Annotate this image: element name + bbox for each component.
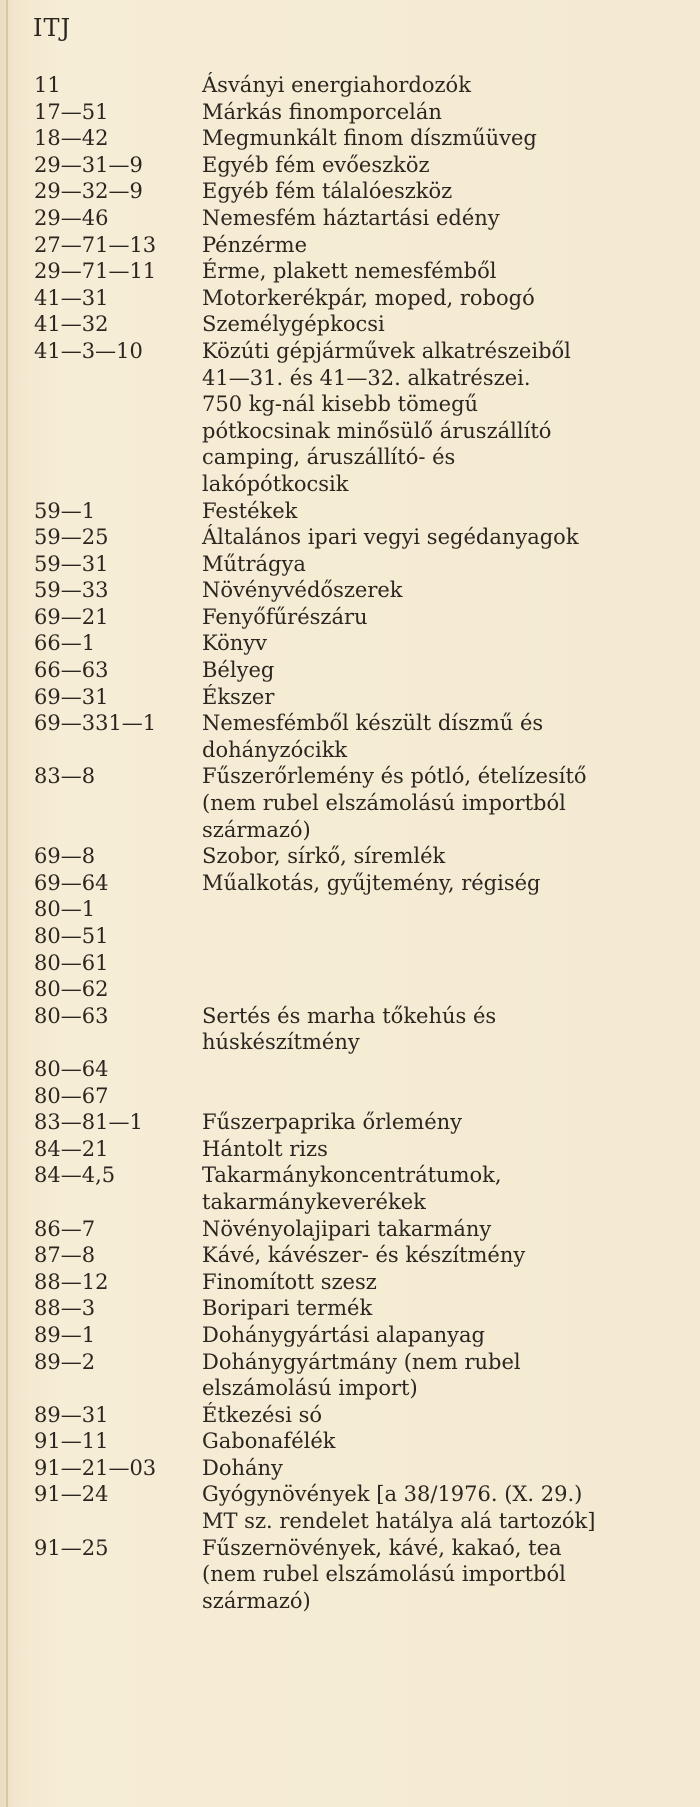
list-item (34, 1455, 694, 1482)
list-item (34, 923, 694, 950)
entry-code: 91—11 (34, 1429, 109, 1454)
description-line: Fűszernövények, kávé, kakaó, tea (202, 1535, 562, 1560)
entry-code: 59—33 (34, 578, 109, 603)
description-line: származó) (202, 1588, 311, 1613)
entry-code: 80—62 (34, 977, 109, 1002)
list-item (34, 1322, 694, 1349)
description-line (202, 1083, 694, 1110)
description-line: camping, áruszállító- és (202, 445, 456, 470)
list-item (34, 311, 694, 338)
description-line: Közúti gépjárművek alkatrészeiből (202, 338, 571, 363)
entry-description (202, 896, 694, 923)
entry-code: 91—21—03 (34, 1455, 157, 1480)
page-header: ITJ (33, 14, 72, 42)
entry-description (202, 870, 694, 897)
entry-description (202, 843, 694, 870)
list-item (34, 657, 694, 684)
entry-code: 89—2 (34, 1349, 96, 1374)
description-line: Pénzérme (202, 232, 308, 257)
description-line (202, 950, 694, 977)
entry-description (202, 1402, 694, 1429)
description-line: Személygépkocsi (202, 312, 385, 337)
entry-code: 83—81—1 (34, 1110, 143, 1135)
entry-description (202, 1295, 694, 1322)
entry-description (202, 1136, 694, 1163)
description-line: Könyv (202, 631, 268, 656)
entry-description (202, 524, 694, 551)
entry-code: 18—42 (34, 126, 109, 151)
list-item (34, 684, 694, 711)
description-line: Növényolajipari takarmány (202, 1216, 492, 1241)
entry-code: 17—51 (34, 99, 109, 124)
entry-description (202, 1242, 694, 1269)
entry-code: 91—24 (34, 1482, 109, 1507)
list-item (34, 843, 694, 870)
entry-description (202, 1003, 694, 1056)
description-line (202, 976, 694, 1003)
list-item (34, 1269, 694, 1296)
description-line: Márkás finomporcelán (202, 99, 442, 124)
list-item (34, 178, 694, 205)
entry-description (202, 950, 694, 977)
description-line: húskészítmény (202, 1030, 360, 1055)
entry-description (202, 258, 694, 285)
description-line: Fűszerőrlemény és pótló, ételízesítő (202, 764, 587, 789)
description-line: dohányzócikk (202, 737, 348, 762)
list-item (34, 125, 694, 152)
entry-description (202, 1455, 694, 1482)
entry-code: 86—7 (34, 1216, 96, 1241)
description-line: Fenyőfűrészáru (202, 604, 368, 629)
description-line: Festékek (202, 498, 298, 523)
entry-code: 87—8 (34, 1243, 96, 1268)
list-item (34, 763, 694, 843)
entry-description (202, 710, 694, 763)
entry-description (202, 604, 694, 631)
list-item (34, 524, 694, 551)
entry-code: 69—31 (34, 684, 109, 709)
description-line: Nemesfémből készült díszmű és (202, 711, 544, 736)
entry-code: 59—1 (34, 498, 96, 523)
list-item (34, 950, 694, 977)
entry-code: 66—63 (34, 658, 109, 683)
description-line (202, 896, 694, 923)
entry-code: 69—8 (34, 844, 96, 869)
list-item (34, 551, 694, 578)
description-line: takarmánykeverékek (202, 1189, 426, 1214)
entry-code: 29—32—9 (34, 179, 143, 204)
entry-description (202, 498, 694, 525)
list-item (34, 205, 694, 232)
list-item (34, 710, 694, 763)
description-line: Ásványi energiahordozók (202, 73, 471, 97)
entry-code: 80—51 (34, 924, 109, 948)
entry-code: 80—67 (34, 1083, 109, 1108)
description-line: Műtrágya (202, 551, 306, 576)
description-line: Dohány (202, 1455, 283, 1480)
entry-description (202, 1216, 694, 1243)
entry-description (202, 1428, 694, 1455)
description-line: Nemesfém háztartási edény (202, 205, 500, 230)
description-line: származó) (202, 817, 311, 842)
entry-code: 27—71—13 (34, 232, 157, 257)
entry-code: 29—31—9 (34, 152, 143, 177)
list-item (34, 232, 694, 259)
list-item (34, 1003, 694, 1056)
description-line (202, 1056, 694, 1083)
entry-description (202, 1109, 694, 1136)
entry-description (202, 125, 694, 152)
entry-description (202, 577, 694, 604)
entry-description (202, 1322, 694, 1349)
entry-description (202, 232, 694, 259)
entry-code: 41—32 (34, 312, 109, 337)
entry-description (202, 923, 694, 950)
entry-code: 69—64 (34, 870, 109, 895)
entry-description (202, 1056, 694, 1083)
description-line: Érme, plakett nemesfémből (202, 259, 497, 284)
list-item (34, 338, 694, 498)
description-line: Takarmánykoncentrátumok, (202, 1163, 502, 1188)
entry-description (202, 657, 694, 684)
description-line: Fűszerpaprika őrlemény (202, 1110, 463, 1135)
entry-code: 83—8 (34, 764, 96, 789)
description-line: lakópótkocsik (202, 471, 349, 496)
description-line: (nem rubel elszámolású importból (202, 1562, 566, 1587)
entry-description (202, 152, 694, 179)
entry-description (202, 205, 694, 232)
entry-code: 29—71—11 (34, 259, 157, 284)
entry-code: 91—25 (34, 1535, 109, 1560)
entry-code: 69—21 (34, 604, 109, 629)
entry-code: 80—1 (34, 897, 96, 922)
list-item (34, 1428, 694, 1455)
list-item (34, 285, 694, 312)
description-line: Műalkotás, gyűjtemény, régiség (202, 870, 541, 895)
entry-description (202, 99, 694, 126)
entry-code: 66—1 (34, 631, 96, 656)
entry-description (202, 1083, 694, 1110)
entry-description (202, 285, 694, 312)
list-item (34, 1242, 694, 1269)
description-line: Finomított szesz (202, 1269, 377, 1294)
list-item (34, 1162, 694, 1215)
list-item (34, 72, 694, 99)
entry-code: 80—64 (34, 1056, 109, 1081)
description-line: Egyéb fém tálalóeszköz (202, 179, 453, 204)
list-item (34, 1535, 694, 1615)
list-item (34, 630, 694, 657)
description-line: Étkezési só (202, 1402, 323, 1427)
entry-description (202, 976, 694, 1003)
entry-description (202, 1535, 694, 1615)
entry-code: 59—25 (34, 525, 109, 550)
entry-description (202, 311, 694, 338)
entry-description (202, 178, 694, 205)
entry-description (202, 1481, 694, 1534)
entry-code: 84—4,5 (34, 1163, 116, 1188)
entry-code: 80—63 (34, 1003, 109, 1028)
list-item (34, 1402, 694, 1429)
list-item (34, 604, 694, 631)
list-item (34, 258, 694, 285)
description-line: elszámolású import) (202, 1376, 418, 1401)
description-line: Általános ipari vegyi segédanyagok (202, 525, 579, 550)
description-line: Motorkerékpár, moped, robogó (202, 285, 535, 310)
list-item (34, 1216, 694, 1243)
entry-code: 41—31 (34, 285, 109, 310)
entry-code: 89—31 (34, 1402, 109, 1427)
page-edge-shadow (6, 0, 8, 1807)
list-item (34, 1295, 694, 1322)
list-item (34, 577, 694, 604)
description-line: Sertés és marha tőkehús és (202, 1003, 497, 1028)
description-line: Ékszer (202, 684, 275, 709)
entry-code: 59—31 (34, 551, 109, 576)
description-line: Gabonafélék (202, 1429, 336, 1454)
list-item (34, 976, 694, 1003)
entry-description (202, 1349, 694, 1402)
entry-list (34, 72, 694, 1614)
description-line: (nem rubel elszámolású importból (202, 791, 566, 816)
entry-code: 89—1 (34, 1322, 96, 1347)
entry-description (202, 684, 694, 711)
entry-code: 11 (34, 73, 61, 97)
description-line (202, 923, 694, 950)
entry-code: 88—3 (34, 1296, 96, 1321)
entry-code: 29—46 (34, 205, 109, 230)
description-line: Boripari termék (202, 1296, 373, 1321)
description-line: Egyéb fém evőeszköz (202, 152, 430, 177)
description-line: Növényvédőszerek (202, 578, 403, 603)
entry-code: 41—3—10 (34, 338, 143, 363)
list-item (34, 99, 694, 126)
list-item (34, 1349, 694, 1402)
description-line: Dohánygyártási alapanyag (202, 1322, 485, 1347)
list-item (34, 1109, 694, 1136)
list-item (34, 498, 694, 525)
description-line: Gyógynövények [a 38/1976. (X. 29.) (202, 1482, 583, 1507)
description-line: MT sz. rendelet hatálya alá tartozók] (202, 1509, 596, 1534)
entry-description (202, 551, 694, 578)
description-line: Szobor, sírkő, síremlék (202, 844, 446, 869)
entry-code: 88—12 (34, 1269, 109, 1294)
description-line: 750 kg-nál kisebb tömegű (202, 392, 479, 417)
description-line: pótkocsinak minősülő áruszállító (202, 418, 552, 443)
entry-description (202, 1269, 694, 1296)
entry-description (202, 72, 694, 99)
description-line: Bélyeg (202, 658, 275, 683)
description-line: Hántolt rizs (202, 1136, 328, 1161)
entry-description (202, 630, 694, 657)
entry-description (202, 1162, 694, 1215)
description-line: Dohánygyártmány (nem rubel (202, 1349, 521, 1374)
description-line: 41—31. és 41—32. alkatrészei. (202, 365, 531, 390)
list-item (34, 1481, 694, 1534)
list-item (34, 870, 694, 897)
description-line: Megmunkált finom díszműüveg (202, 126, 537, 151)
entry-description (202, 763, 694, 843)
entry-code: 69—331—1 (34, 711, 157, 736)
list-item (34, 896, 694, 923)
entry-code: 80—61 (34, 950, 109, 975)
list-item (34, 1083, 694, 1110)
description-line: Kávé, kávészer- és készítmény (202, 1243, 526, 1268)
entry-code: 84—21 (34, 1136, 109, 1161)
entry-description (202, 338, 694, 498)
list-item (34, 1136, 694, 1163)
list-item (34, 152, 694, 179)
list-item (34, 1056, 694, 1083)
